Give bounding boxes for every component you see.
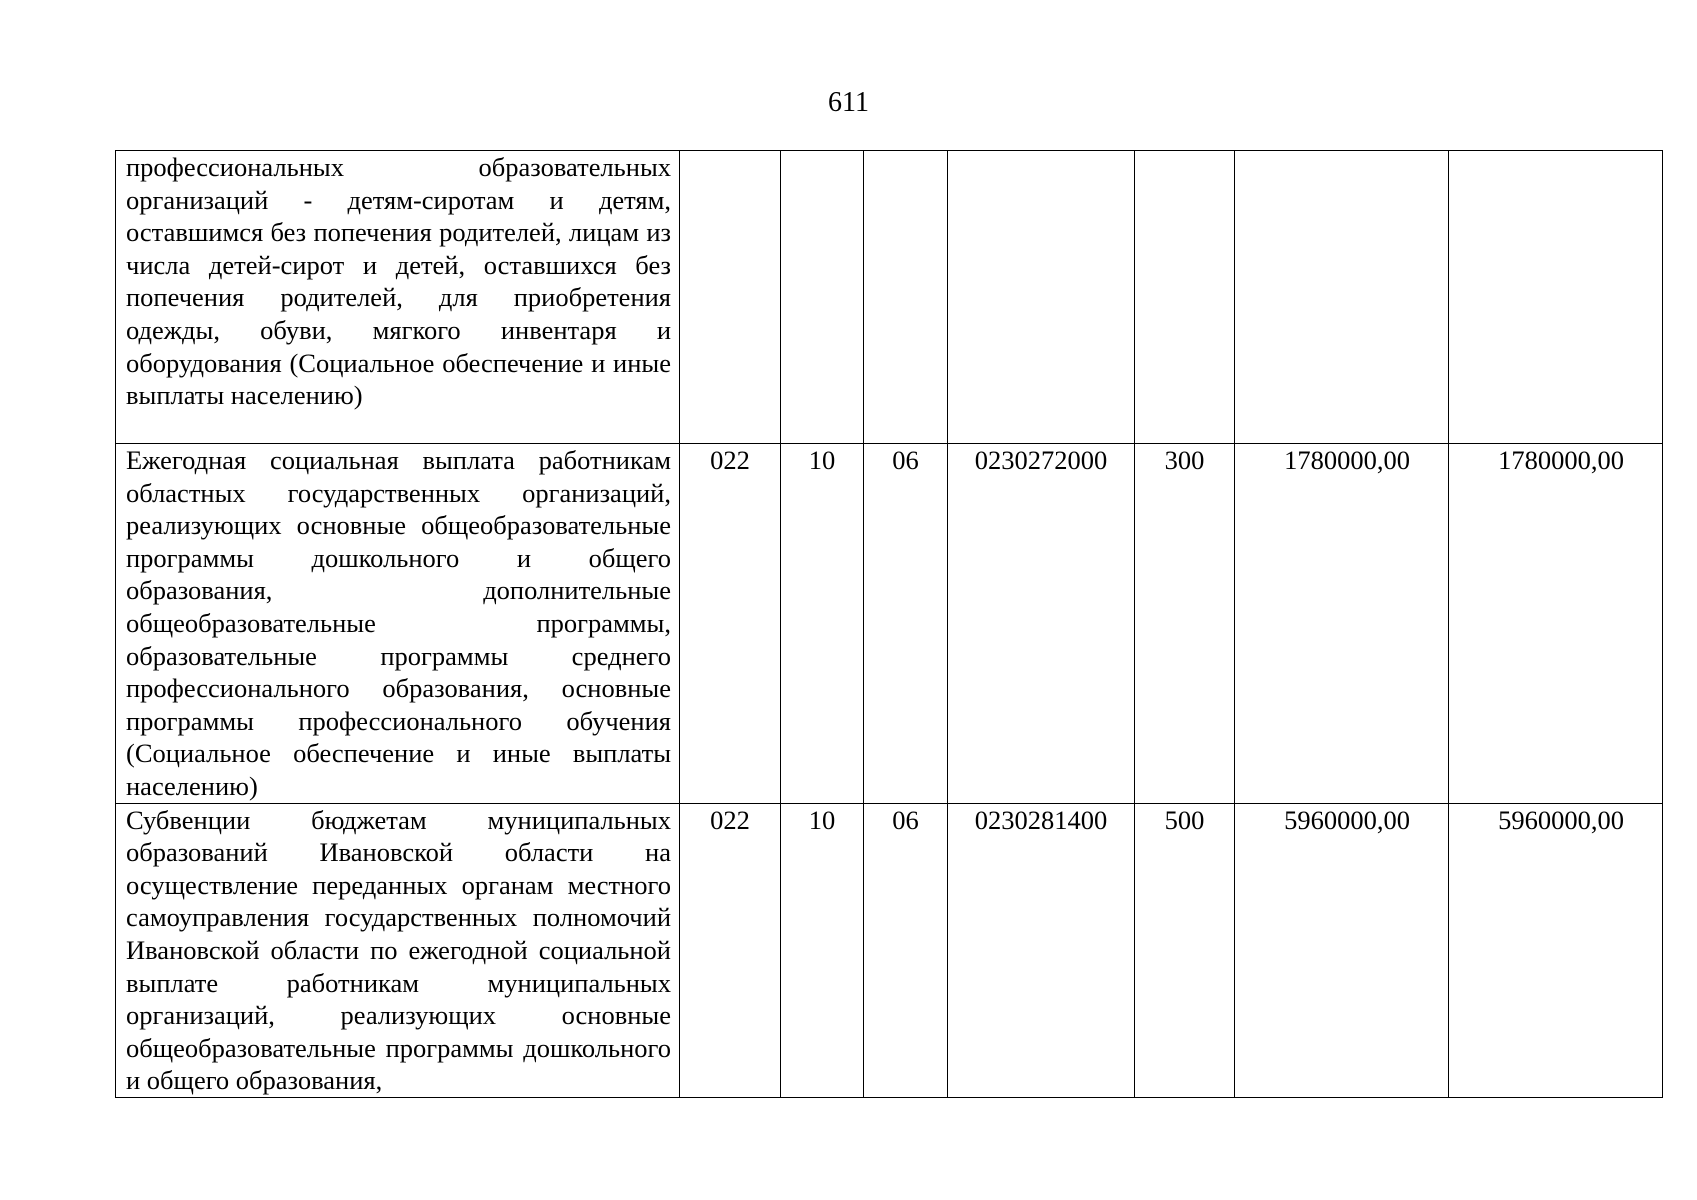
- table-row: [116, 151, 1663, 444]
- table-row: [116, 444, 1663, 804]
- amount-1-cell: [1235, 151, 1449, 444]
- section-cell: 10: [781, 803, 864, 1097]
- row-description: Субвенции бюджетам муниципальных образований Ивановской области на осуществление переданных органам местного самоуправления государственных полномочий Ивановской области по ежегодной социальной выплате работникам муниципальных организаций, реализующих основные общеобразовательные программы дошкольного и общего образования,: [116, 803, 680, 1097]
- target-article-cell: 0230281400: [948, 803, 1135, 1097]
- page-number: 611: [828, 87, 869, 118]
- amount-2-cell: [1449, 151, 1663, 444]
- amount-1-cell: 5960000,00: [1235, 803, 1449, 1097]
- admin-code-cell: 022: [680, 444, 781, 804]
- amount-1-cell: 1780000,00: [1235, 444, 1449, 804]
- budget-table: [115, 150, 1663, 1098]
- subsection-cell: 06: [864, 444, 948, 804]
- row-description: профессиональных образовательных организаций - детям-сиротам и детям, оставшимся без попечения родителей, лицам из числа детей-сирот и детей, оставшихся без попечения родителей, для приобретения одежды, обуви, мягкого инвентаря и оборудования (Социальное обеспечение и иные выплаты населению): [116, 151, 680, 444]
- row-description: Ежегодная социальная выплата работникам областных государственных организаций, реализующих основные общеобразовательные программы дошкольного и общего образования, дополнительные общеобразовательные программы, образовательные программы среднего профессионального образования, основные программы профессионального обучения (Социальное обеспечение и иные выплаты населению): [116, 444, 680, 804]
- subsection-cell: [864, 151, 948, 444]
- amount-2-cell: 1780000,00: [1449, 444, 1663, 804]
- target-article-cell: [948, 151, 1135, 444]
- subsection-cell: 06: [864, 803, 948, 1097]
- expense-type-cell: 300: [1135, 444, 1235, 804]
- table-row: [116, 803, 1663, 1097]
- admin-code-cell: 022: [680, 803, 781, 1097]
- section-cell: 10: [781, 444, 864, 804]
- target-article-cell: 0230272000: [948, 444, 1135, 804]
- expense-type-cell: 500: [1135, 803, 1235, 1097]
- section-cell: [781, 151, 864, 444]
- expense-type-cell: [1135, 151, 1235, 444]
- amount-2-cell: 5960000,00: [1449, 803, 1663, 1097]
- admin-code-cell: [680, 151, 781, 444]
